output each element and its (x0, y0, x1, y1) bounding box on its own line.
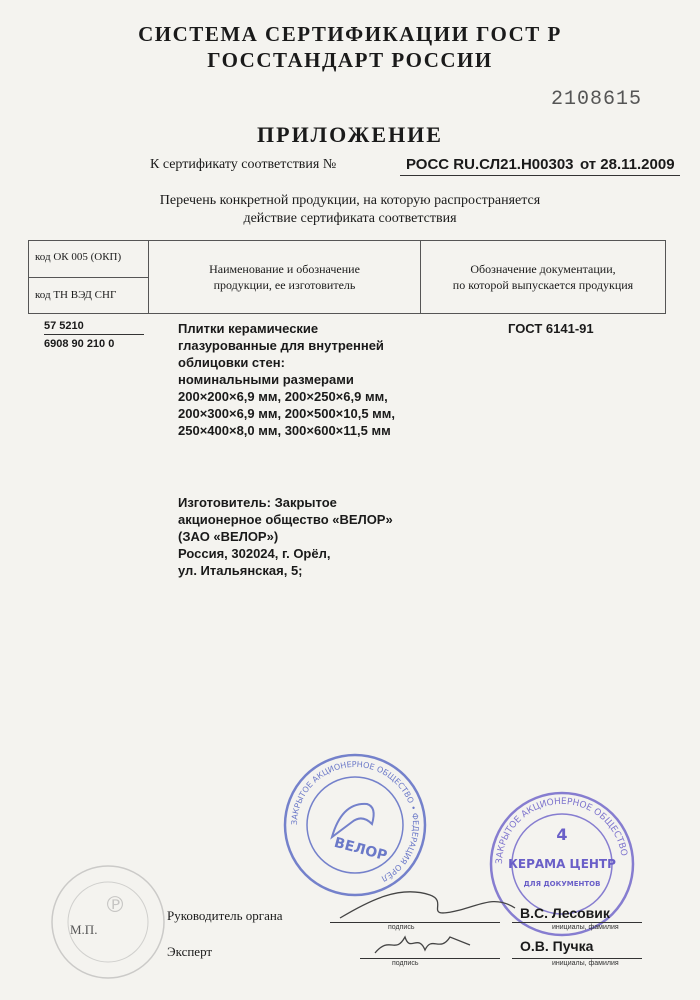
head-name: В.С. Лесовик (520, 905, 610, 921)
desc-line: 200×300×6,9 мм, 200×500×10,5 мм, (178, 406, 396, 421)
manufacturer-line: акционерное общество «ВЕЛОР» (178, 512, 393, 527)
kerama-ring-text: ЗАКРЫТОЕ АКЦИОНЕРНОЕ ОБЩЕСТВО (494, 796, 629, 865)
okp-code: 57 5210 (44, 320, 84, 332)
faded-seal (48, 862, 168, 982)
table-header (28, 240, 666, 314)
expert-name: О.В. Пучка (520, 938, 594, 954)
doc-header-line2: по которой выпускается продукция (452, 278, 634, 292)
subtitle-line2: действие сертификата соответствия (243, 211, 457, 226)
velor-center-text: ВЕЛОР (332, 834, 389, 865)
kerama-sub-text: ДЛЯ ДОКУМЕНТОВ (523, 880, 601, 888)
head-name-caption: инициалы, фамилия (552, 924, 619, 931)
tnved-header: код ТН ВЭД СНГ (35, 289, 117, 301)
desc-line: Плитки керамические (178, 321, 319, 336)
head-sign-caption: подпись (388, 924, 415, 931)
head-name-line (512, 922, 642, 923)
header-gosstandart: ГОССТАНДАРТ РОССИИ (207, 48, 493, 72)
certificate-prefix: К сертификату соответствия № (150, 157, 337, 172)
desc-line: глазурованные для внутренней (178, 338, 384, 353)
velor-ring-text: ЗАКРЫТОЕ АКЦИОНЕРНОЕ ОБЩЕСТВО • ФЕДЕРАЦИЯ ОРЁЛ (289, 759, 421, 884)
doc-header-line1: Обозначение документации, (470, 262, 616, 276)
desc-line: 250×400×8,0 мм, 300×600×11,5 мм (178, 423, 391, 438)
expert-name-line (512, 958, 642, 959)
product-description (178, 320, 458, 439)
certificate-underline (400, 175, 680, 176)
manufacturer-line: ул. Итальянская, 5; (178, 563, 303, 578)
manufacturer-line: Изготовитель: Закрытое (178, 495, 337, 510)
desc-line: облицовки стен: (178, 355, 285, 370)
expert-sign-caption: подпись (392, 960, 419, 967)
okp-underline (44, 334, 144, 335)
code-column-header (29, 241, 149, 313)
expert-signature (370, 925, 480, 960)
certificate-number: РОСС RU.СЛ21.Н00303 (406, 156, 574, 173)
doc-column-header (421, 241, 665, 313)
svg-text:℗: ℗ (104, 893, 126, 918)
manufacturer-line: Россия, 302024, г. Орёл, (178, 546, 331, 561)
form-number: 2108615 (550, 88, 642, 111)
code-header-divider (29, 277, 148, 278)
desc-line: 200×200×6,9 мм, 200×250×6,9 мм, (178, 389, 388, 404)
manufacturer-block (178, 494, 478, 579)
subtitle-line1: Перечень конкретной продукции, на которую распространяется (159, 193, 541, 208)
mp-label: М.П. (70, 922, 98, 937)
okp-header: код ОК 005 (ОКП) (35, 251, 122, 263)
standard-code: ГОСТ 6141-91 (508, 321, 594, 336)
name-header-line2: продукции, ее изготовитель (213, 278, 356, 292)
head-label: Руководитель органа (167, 908, 283, 923)
page-title: ПРИЛОЖЕНИЕ (257, 122, 443, 147)
name-column-header (149, 241, 421, 313)
kerama-number: 4 (556, 825, 568, 844)
desc-line: номинальными размерами (178, 372, 354, 387)
name-header-line1: Наименование и обозначение (209, 262, 360, 276)
head-signature (330, 880, 530, 930)
expert-label: Эксперт (167, 944, 213, 959)
kerama-center-text: КЕРАМА ЦЕНТР (508, 857, 616, 871)
velor-stamp (282, 752, 428, 898)
manufacturer-line: (ЗАО «ВЕЛОР») (178, 529, 279, 544)
expert-name-caption: инициалы, фамилия (552, 960, 619, 967)
header-system: СИСТЕМА СЕРТИФИКАЦИИ ГОСТ Р (138, 22, 562, 46)
certificate-date: от 28.11.2009 (580, 156, 675, 173)
tnved-code: 6908 90 210 0 (44, 338, 115, 350)
